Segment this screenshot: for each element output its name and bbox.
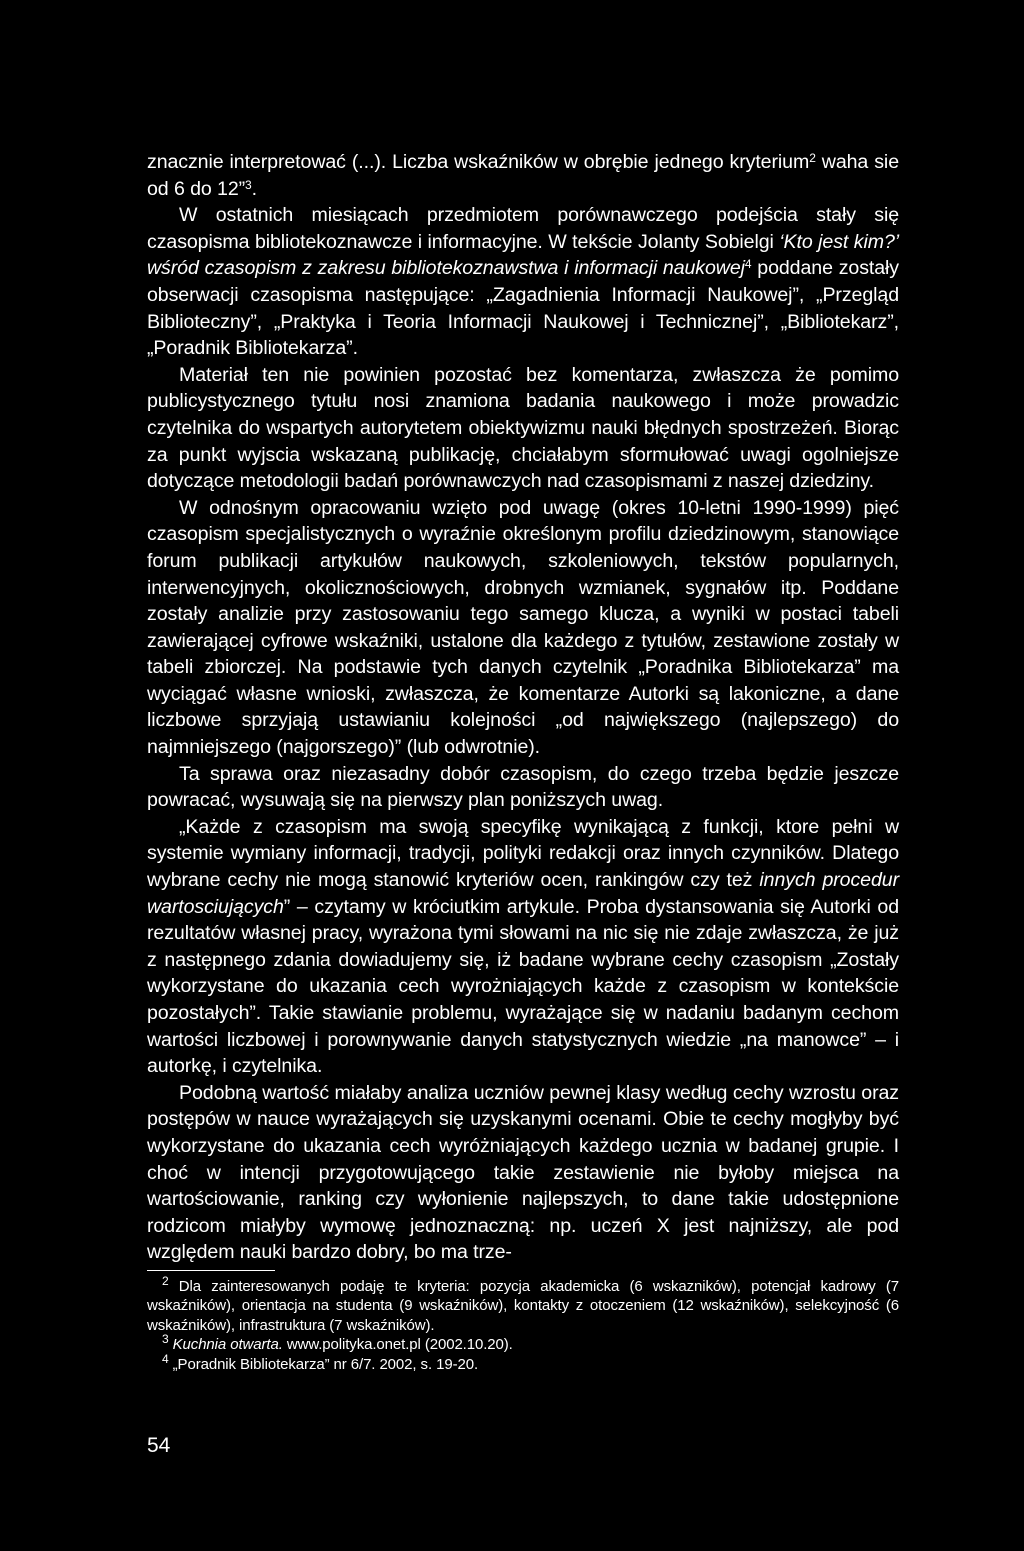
paragraph-text: ” – czytamy w króciutkim artykule. Proba dystansowania się Autorki od rezultatów własnej pracy, wyrażona tymi słowami na nic się nie zdaje zwłaszcza, że już z następnego zdania dowiadujemy się, iż badane wybrane cechy czasopism „Zostały wykorzystane do ukazania cech wyrożniających każde z czasopism w kontekście pozostałych”. Takie stawianie problemu, wyrażające się w nadaniu badanym cechom wartości liczbowej i porownywanie danych statystycznych wiedzie „na manowce” – i autorkę, i czytelnika. [147,895,899,1078]
footnotes-section [147,1270,899,1374]
footnote-text: Dla zainteresowanych podaję te kryteria: pozycja akademicka (6 wskazników), potencjał kadrowy (7 wskaźników), orientacja na studenta (9 wskaźników), kontakty z otoczeniem (12 wskaźników), selekcyjność (6 wskaźników), infrastruktura (7 wskaźników). [147,1278,899,1334]
footnote-ref-4[interactable]: 4 [744,257,752,272]
footnote-divider [147,1270,275,1271]
footnote-3 [147,1332,899,1354]
paragraph-2 [147,202,899,362]
footnote-title-italic: Kuchnia otwarta. [168,1336,283,1354]
paragraph-text: znacznie interpretować (...). Liczba wskaźników w obrębie jednego kryterium [147,151,810,173]
footnote-ref-3[interactable]: 3 [245,177,252,192]
paragraph-text: „Każde z czasopism ma swoją specyfikę wynikającą z funkcji, ktore pełni w systemie wymiany informacji, tradycji, polityki redakcji oraz innych czynników. Dlatego wybrane cechy nie mogą stanowić kryteriów ocen, rankingów czy też [147,815,899,892]
article-title-italic: ‘Kto jest kim?’ wśród czasopism z zakresu bibliotekoznawstwa i informacji naukowej [147,230,899,280]
paragraph-3: Materiał ten nie powinien pozostać bez komentarza, zwłaszcza że pomimo publicystycznego tytułu nosi znamiona badania naukowego i może prowadzic czytelnika do wspartych autorytetem obiektywizmu nauki błędnych spostrzeżeń. Biorąc za punkt wyjscia wskazaną publikację, chciałabym sformułować uwagi ogolniejsze dotyczące metodologii badań porównawczych nad czasopismami z naszej dziedziny. [147,363,899,493]
footnote-ref-2[interactable]: 2 [809,151,816,165]
paragraph-1 [147,149,899,202]
footnote-number: 3 [162,1332,169,1347]
footnote-2 [147,1274,899,1335]
paragraph-text: poddane zostały obserwacji czasopisma następujące: „Zagadnienia Informacji Naukowej”, „Przegląd Biblioteczny”, „Praktyka i Teoria Informacji Naukowej i Technicznej”, „Bibliotekarz”, „Poradnik Bibliotekarza”. [147,257,899,360]
paragraph-text: waha sie od 6 do 12” [147,151,899,200]
footnote-4 [147,1351,899,1374]
quoted-phrase-italic: innych procedur wartosciujących [147,869,899,918]
page-number: 54 [147,1434,171,1457]
paragraph-6 [147,814,899,1080]
footnote-number: 2 [162,1274,169,1288]
paragraph-5: Ta sprawa oraz niezasadny dobór czasopism, do czego trzeba będzie jeszcze powracać, wysuwają się na pierwszy plan poniższych uwag. [147,762,899,812]
footnote-text: „Poradnik Bibliotekarza” nr 6/7. 2002, s. 19-20. [168,1355,479,1373]
footnote-text: www.polityka.onet.pl (2002.10.20). [282,1336,513,1354]
paragraph-text: W ostatnich miesiącach przedmiotem porównawczego podejścia stały się czasopisma bibliotekoznawcze i informacyjne. W tekście Jolanty Sobielgi [147,204,899,253]
paragraph-7: Podobną wartość miałaby analiza uczniów pewnej klasy według cechy wzrostu oraz postępów w nauce wyrażających się uzyskanymi ocenami. Obie te cechy mogłyby być wykorzystane do ukazania cech wyróżniających każdego ucznia w badanej grupie. I choć w intencji przygotowującego takie zestawienie nie byłoby miejsca na wartościowanie, ranking czy wyłonienie najlepszych, to dane takie udostępnione rodzicom miałyby wymowę jednoznaczną: np. uczeń X jest najniższy, ale pod względem nauki bardzo dobry, bo ma trze- [147,1081,899,1264]
footnote-number: 4 [162,1351,169,1366]
page-body [147,149,899,1266]
paragraph-4: W odnośnym opracowaniu wzięto pod uwagę (okres 10-letni 1990-1999) pięć czasopism specjalistycznych o wyraźnie określonym profilu dziedzinowym, stanowiące forum publikacji artykułów naukowych, szkoleniowych, tekstów popularnych, interwencyjnych, okolicznościowych, drobnych wzmianek, sygnałów itp. Poddane zostały analizie przy zastosowaniu tego samego klucza, a wyniki w postaci tabeli zawierającej cyfrowe wskaźniki, ustalone dla każdego z tytułów, zestawione zostały w tabeli zbiorczej. Na podstawie tych danych czytelnik „Poradnika Bibliotekarza” ma wyciągać własne wnioski, zwłaszcza, że komentarze Autorki są lakoniczne, a dane liczbowe sprzyjają ustawianiu kolejności „od największego (najlepszego) do najmniejszego (najgorszego)” (lub odwrotnie). [147,496,899,759]
paragraph-text: . [251,177,257,200]
